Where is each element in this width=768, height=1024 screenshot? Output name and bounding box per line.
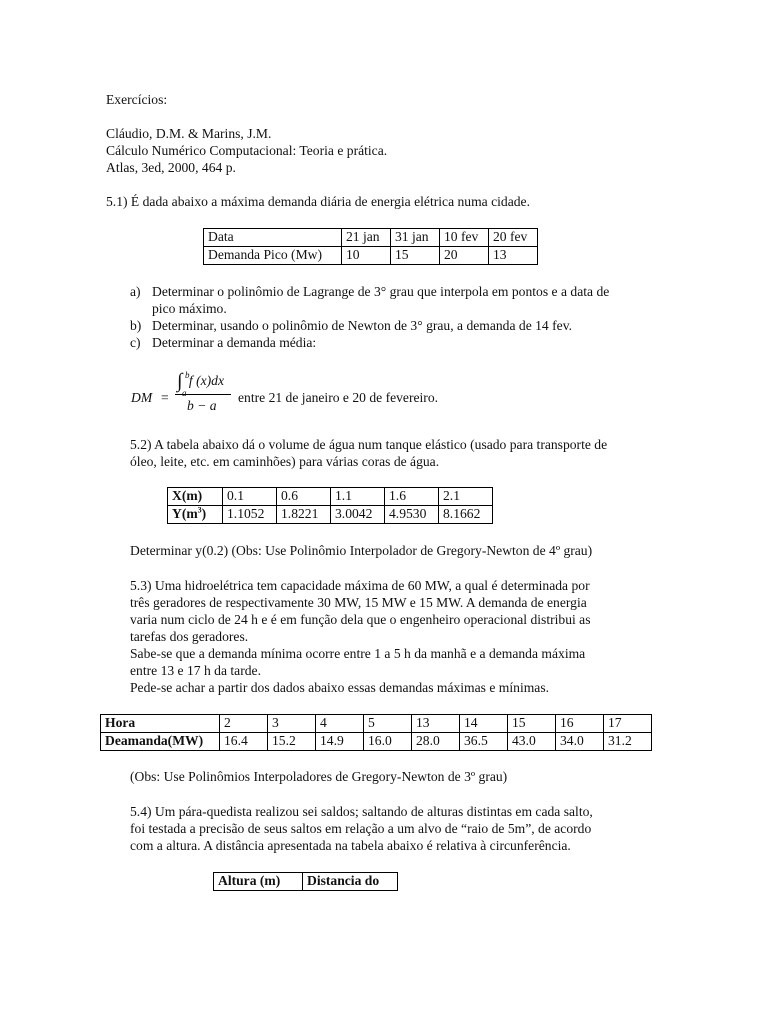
list-item-text: Determinar, usando o polinômio de Newton de 3° grau, a demanda de 14 fev.: [152, 318, 573, 333]
table-cell: 1.1052: [223, 506, 277, 524]
table-row: [168, 488, 493, 506]
table-header-cell: Altura (m): [214, 873, 303, 891]
formula-description: entre 21 de janeiro e 20 de fevereiro.: [238, 390, 439, 405]
volume-table: [167, 487, 493, 524]
table-cell: 31 jan: [391, 229, 440, 247]
formula-equals: =: [161, 390, 169, 405]
exercise-5-4-line: com a altura. A distância apresentada na tabela abaixo é relativa à circunferência.: [130, 838, 571, 853]
table-cell: 36.5: [460, 733, 508, 751]
table-cell: 13: [412, 715, 460, 733]
exercise-5-3-line: três geradores de respectivamente 30 MW, 15 MW e 15 MW. A demanda de energia: [130, 595, 587, 610]
table-cell: 31.2: [604, 733, 652, 751]
list-item-label: c): [130, 335, 141, 350]
exercise-5-3-line: entre 13 e 17 h da tarde.: [130, 663, 261, 678]
reference-title: Cálculo Numérico Computacional: Teoria e prática.: [106, 143, 388, 158]
list-item-text: Determinar o polinômio de Lagrange de 3° grau que interpola em pontos e a data de: [152, 284, 610, 299]
formula-numerator: [177, 370, 224, 398]
exercise-5-3-line: Pede-se achar a partir dos dados abaixo essas demandas máximas e mínimas.: [130, 680, 550, 695]
table-cell: 3.0042: [331, 506, 385, 524]
table-header-cell: Hora: [101, 715, 220, 733]
table-header-cell: Distancia do: [303, 873, 398, 891]
table-cell: 16.0: [364, 733, 412, 751]
list-item-text: Determinar a demanda média:: [152, 335, 317, 350]
table-cell: 10: [342, 247, 391, 265]
table-header-cell: [168, 506, 223, 524]
table-cell: 17: [604, 715, 652, 733]
list-item-label: b): [130, 318, 142, 333]
table-cell: 5: [364, 715, 412, 733]
table-cell: 13: [489, 247, 538, 265]
table-cell: 2.1: [439, 488, 493, 506]
table-header-cell: Deamanda(MW): [101, 733, 220, 751]
exercise-5-1-statement: 5.1) É dada abaixo a máxima demanda diária de energia elétrica numa cidade.: [106, 194, 530, 209]
table-cell: Data: [204, 229, 342, 247]
exercise-5-3-line: tarefas dos geradores.: [130, 629, 249, 644]
table-header-cell: X(m): [168, 488, 223, 506]
table-row: [168, 506, 493, 524]
table-cell: 2: [220, 715, 268, 733]
reference-publisher: Atlas, 3ed, 2000, 464 p.: [106, 160, 236, 175]
exercise-5-4-line: 5.4) Um pára-quedista realizou sei saldos; saltando de alturas distintas em cada salto,: [130, 804, 593, 819]
table-cell: 16.4: [220, 733, 268, 751]
exercise-5-3-line: 5.3) Uma hidroelétrica tem capacidade máxima de 60 MW, a qual é determinada por: [130, 578, 590, 593]
table-cell: 3: [268, 715, 316, 733]
exercise-5-2-task: Determinar y(0.2) (Obs: Use Polinômio Interpolador de Gregory-Newton de 4º grau): [130, 543, 593, 558]
integrand: f (x)dx: [188, 373, 224, 388]
integral-sign: ∫: [177, 370, 183, 392]
table-cell: 1.6: [385, 488, 439, 506]
section-title: Exercícios:: [106, 92, 168, 107]
exercise-5-2-statement: 5.2) A tabela abaixo dá o volume de água num tanque elástico (usado para transporte de: [130, 437, 608, 452]
table-cell: 1.8221: [277, 506, 331, 524]
hydro-demand-table: [100, 714, 652, 751]
table-cell: 21 jan: [342, 229, 391, 247]
fraction-bar: [175, 394, 231, 395]
table-row: [204, 247, 538, 265]
exercise-5-3-line: varia num ciclo de 24 h e é em função dela que o engenheiro operacional distribui as: [130, 612, 591, 627]
list-item-label: a): [130, 284, 141, 299]
demand-table: [203, 228, 538, 265]
table-row: [101, 715, 652, 733]
table-row: [214, 873, 398, 891]
table-cell: 34.0: [556, 733, 604, 751]
formula-denominator: b − a: [187, 398, 217, 413]
table-cell: 43.0: [508, 733, 556, 751]
table-cell: 14.9: [316, 733, 364, 751]
average-demand-formula: [131, 367, 491, 417]
table-cell: 4.9530: [385, 506, 439, 524]
y-label-exponent: 3: [197, 505, 202, 515]
integral-lower-limit: a: [182, 388, 187, 398]
integral-upper-limit: b: [185, 370, 190, 380]
table-cell: 0.6: [277, 488, 331, 506]
list-item-text: pico máximo.: [152, 301, 227, 316]
table-row: [204, 229, 538, 247]
parachute-table: [213, 872, 398, 891]
table-cell: 1.1: [331, 488, 385, 506]
table-cell: 28.0: [412, 733, 460, 751]
table-cell: 16: [556, 715, 604, 733]
table-cell: 0.1: [223, 488, 277, 506]
y-label-base: Y(m: [172, 506, 198, 521]
table-cell: Demanda Pico (Mw): [204, 247, 342, 265]
table-cell: 14: [460, 715, 508, 733]
formula-lhs: DM: [131, 390, 153, 405]
y-label-close: ): [201, 506, 207, 521]
exercise-5-4-line: foi testada a precisão de seus saltos em relação a um alvo de “raio de 5m”, de acordo: [130, 821, 592, 836]
table-cell: 8.1662: [439, 506, 493, 524]
table-cell: 20: [440, 247, 489, 265]
table-cell: 15: [391, 247, 440, 265]
exercise-5-3-line: Sabe-se que a demanda mínima ocorre entre 1 a 5 h da manhã e a demanda máxima: [130, 646, 586, 661]
table-cell: 15: [508, 715, 556, 733]
table-cell: 20 fev: [489, 229, 538, 247]
table-row: [101, 733, 652, 751]
table-cell: 10 fev: [440, 229, 489, 247]
table-cell: 4: [316, 715, 364, 733]
table-cell: 15.2: [268, 733, 316, 751]
exercise-5-3-obs: (Obs: Use Polinômios Interpoladores de Gregory-Newton de 3º grau): [130, 769, 508, 784]
exercise-5-2-statement-cont: óleo, leite, etc. em caminhões) para várias coras de água.: [130, 454, 440, 469]
reference-authors: Cláudio, D.M. & Marins, J.M.: [106, 126, 272, 141]
